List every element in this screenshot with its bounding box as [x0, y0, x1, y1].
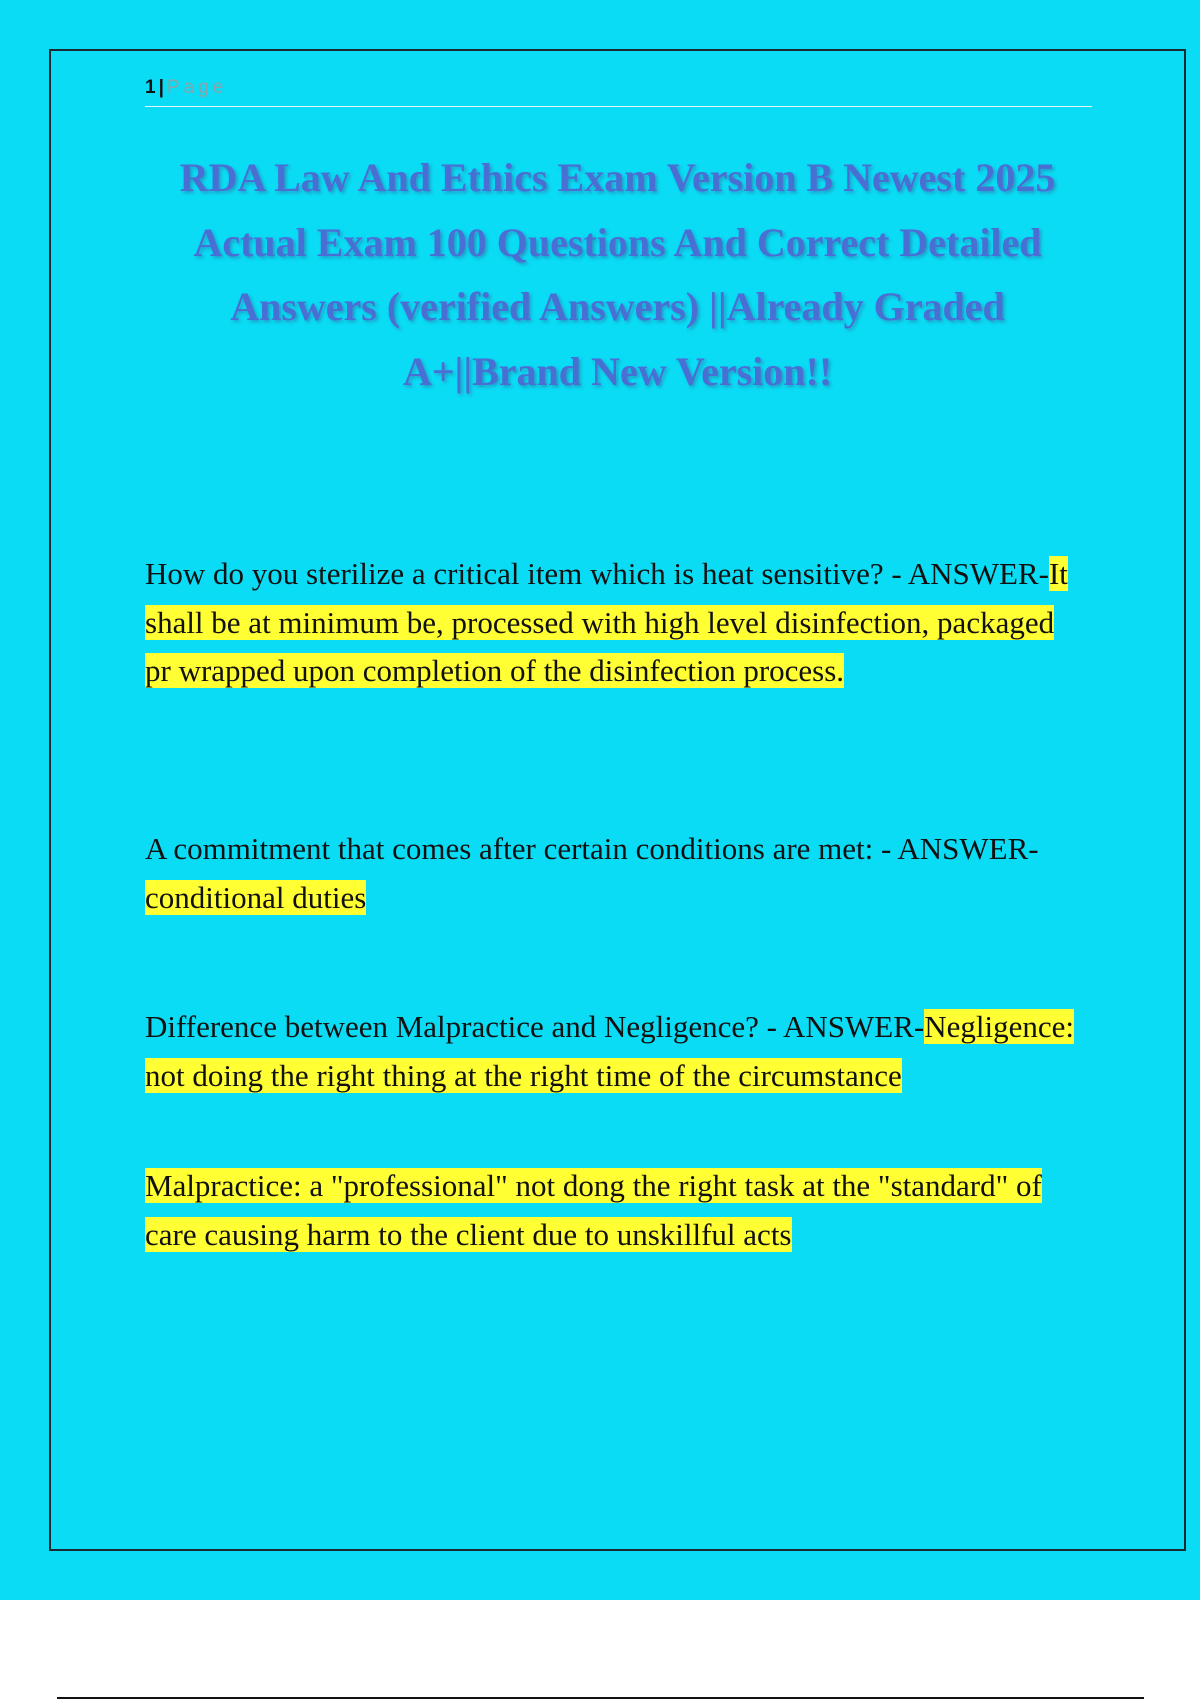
document-title: RDA Law And Ethics Exam Version B Newest 2025 Actual Exam 100 Questions And Correct Detailed Answers (verified Answers) ||Already Graded A+||Brand New Version!!: [179, 155, 1056, 394]
page-label: Page: [166, 77, 228, 98]
qa-item-continuation: [145, 1162, 1085, 1259]
footer-rule: [57, 1697, 1144, 1699]
qa-item: [145, 1003, 1085, 1100]
page-header: [145, 74, 1092, 107]
answer-highlight: Malpractice: a "professional" not dong the right task at the "standard" of care causing harm to the client due to unskillful acts: [145, 1168, 1042, 1252]
question-text: Difference between Malpractice and Negligence? - ANSWER-: [145, 1009, 925, 1044]
answer-highlight: Negligence: not doing the right thing at the right time of the circumstance: [145, 1009, 1075, 1093]
question-text: How do you sterilize a critical item which is heat sensitive? - ANSWER-: [145, 556, 1049, 591]
qa-item: [145, 825, 1085, 922]
page-separator: |: [158, 77, 164, 98]
answer-highlight: It shall be at minimum be, processed with high level disinfection, packaged pr wrapped upon completion of the disinfection process.: [145, 556, 1068, 688]
page-number: 1: [145, 77, 156, 98]
answer-highlight: conditional duties: [145, 879, 367, 915]
question-text: A commitment that comes after certain conditions are met: - ANSWER-: [145, 831, 1039, 866]
qa-item: [145, 550, 1085, 696]
